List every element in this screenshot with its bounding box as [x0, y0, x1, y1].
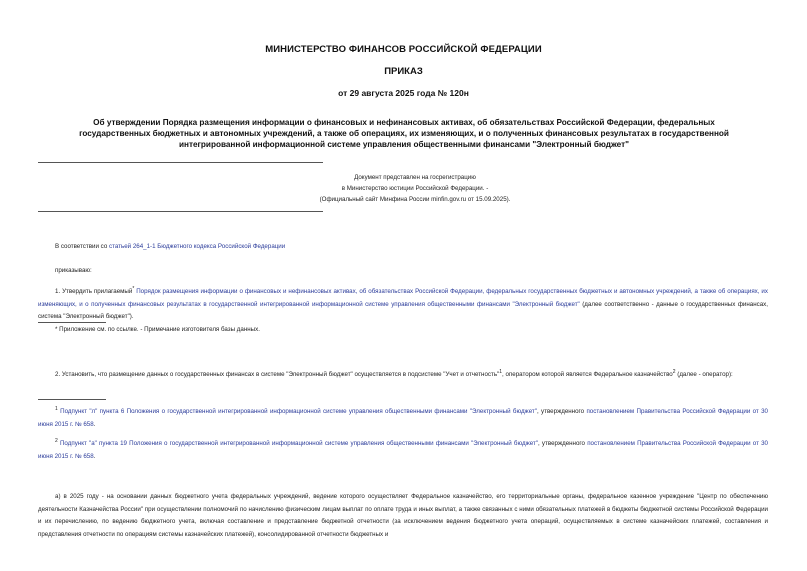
footnote-2-link-subclause[interactable]: Подпункт "а" пункта 19 Положения о государственной интегрированной информационной системе управления общественными финансами "Электронный бюджет" [59, 440, 538, 448]
budget-code-link[interactable]: статьей 264_1-1 Бюджетного кодекса Российской Федерации [108, 243, 286, 250]
separator-bottom [38, 211, 323, 212]
footnote-1-end: . [93, 420, 96, 428]
document-title: Об утверждении Порядка размещения информации о финансовых и нефинансовых активах, об обязательствах Российской Федерации, федеральных государственных бюджетных и автономных учреждений, а также об операциях, их изменяющих, и о полученных финансовых результатах в государственной интегрированной информационной системе управления общественными финансами "Электронный бюджет" [79, 118, 729, 149]
footnote-2-middle: , утвержденного [538, 440, 588, 448]
preamble-paragraph [38, 241, 768, 254]
preamble-text: В соответствии со [55, 243, 109, 250]
item-2-prefix: 2. Установить, что размещение данных о государственных финансах в системе "Электронный бюджет" осуществляется в подсистеме "Учет и отчетность" [55, 371, 500, 379]
footnote-marker-star: * [132, 286, 135, 292]
ministry-heading: МИНИСТЕРСТВО ФИНАНСОВ РОССИЙСКОЙ ФЕДЕРАЦИИ [265, 44, 542, 55]
footnote-2-mark: 2 [55, 438, 58, 444]
footnote-1-middle: , утвержденного [536, 408, 587, 416]
footnote-marker-1: 1 [499, 369, 503, 375]
registration-note-line2: в Министерство юстиции Российской Федерации. - [341, 185, 489, 192]
footnote-2-link-resolution[interactable]: постановлением Правительства Российской Федерации от 30 июня 2015 г. № 658 [38, 440, 768, 460]
registration-note-line3: (Официальный сайт Минфина России minfin.gov.ru от 15.09.2025). [319, 196, 511, 203]
footnote-marker-2: 2 [672, 369, 676, 375]
document-type-heading: ПРИКАЗ [384, 66, 423, 77]
footnote-2-paragraph [38, 435, 768, 463]
footnote-1-mark: 1 [55, 406, 58, 412]
item-2-suffix: (далее - оператор): [675, 371, 733, 379]
item-2-middle: , оператором которой является Федеральное казначейство [502, 371, 673, 379]
footnote-1-link-resolution[interactable]: постановлением Правительства Российской Федерации от 30 июня 2015 г. № 658 [38, 408, 768, 428]
date-number-heading: от 29 августа 2025 года № 120н [338, 88, 469, 98]
separator-top [38, 162, 323, 163]
item-1-suffix: (далее соответственно - данные о государственных финансах, система "Электронный бюджет"). [38, 300, 768, 321]
item-2-paragraph [38, 366, 768, 382]
procedure-link[interactable]: Порядок размещения информации о финансовых и нефинансовых активах, об обязательствах Российской Федерации, федеральных государственных бюджетных и автономных учреждений, а также об операциях, их изменяющих, и о полученных финансовых результатах в государственной интегрированной информационной системе управления общественными финансами "Электронный бюджет" [38, 288, 768, 308]
subitem-a-paragraph: а) в 2025 году - на основании данных бюджетного учета федеральных учреждений, ведение которого осуществляет Федеральное казначейство, его территориальные органы, федеральное казенное учреждение "Центр по обеспечению деятельности Казначейства России" при осуществлении полномочий по начислению физическим лицам выплат по оплате труда и иных выплат, а также связанных с ними обязательных платежей в бюджеты бюджетной системы Российской Федерации и их перечислению, по ведению бюджетного учета, включая составление и представление бюджетной отчетности (за исключением ведения бюджетного учета операций, осуществляемых в системе казначейских платежей, составления и представления отчетности по операциям системы казначейских платежей), консолидированной отчетности бюджетных и [38, 493, 768, 538]
item-1-paragraph [38, 283, 768, 324]
footnote-appendix: * Приложение см. по ссылке. - Примечание изготовителя базы данных. [55, 326, 260, 333]
registration-note-line1: Документ представлен на госрегистрацию [354, 174, 476, 181]
item-1-prefix: 1. Утвердить прилагаемый [55, 288, 133, 296]
footnote-separator-1 [38, 322, 106, 323]
order-word: приказываю: [55, 267, 92, 274]
footnote-2-end: . [93, 452, 96, 460]
footnote-separator-2 [38, 399, 106, 400]
registration-note [210, 172, 620, 205]
footnote-1-paragraph [38, 403, 768, 431]
footnote-1-link-subclause[interactable]: Подпункт "л" пункта 6 Положения о государственной интегрированной информационной системе управления общественными финансами "Электронный бюджет" [60, 408, 537, 416]
